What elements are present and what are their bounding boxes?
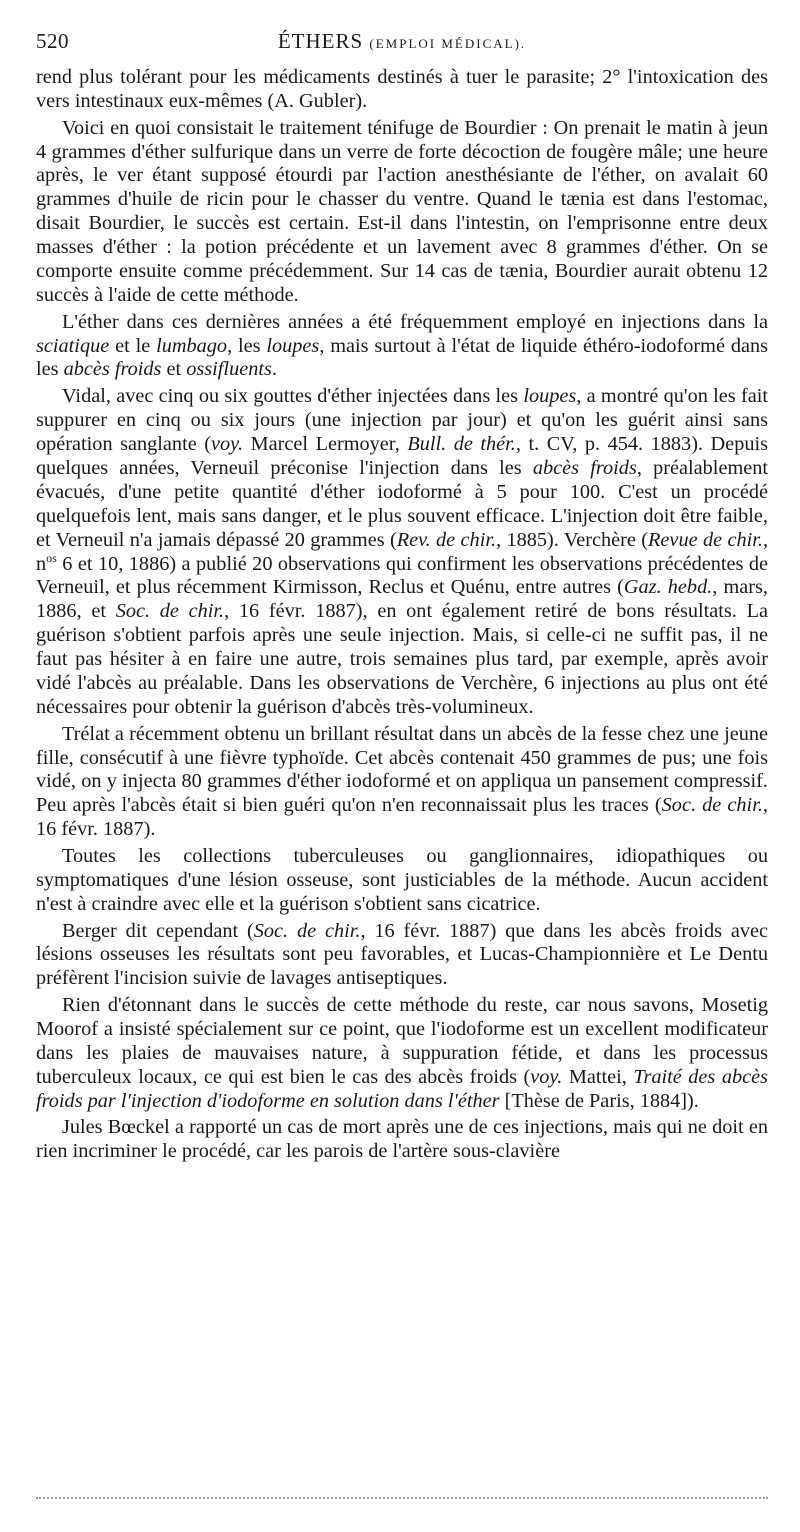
text-run: , les: [227, 334, 267, 357]
text-run: Mattei,: [562, 1065, 634, 1088]
italic-text-run: abcès froids: [532, 456, 637, 479]
paragraph: [36, 1116, 768, 1164]
page-number: 520: [36, 29, 69, 53]
italic-text-run: ossifluents: [186, 358, 272, 381]
text-run: , 1885). Verchère (: [496, 528, 649, 551]
text-run: , n: [36, 528, 769, 575]
text-run: L'éther dans ces dernières années a été fréquemment employé en injections dans la: [62, 310, 768, 333]
text-run: , 16 févr. 1887).: [36, 794, 768, 841]
text-run: et le: [109, 334, 157, 357]
paragraph: [36, 845, 768, 917]
bottom-dotted-rule: [36, 1497, 768, 1499]
italic-text-run: Traité des abcès froids par l'injection d'iodoforme en solution dans l'éther: [36, 1065, 768, 1112]
italic-text-run: Soc. de chir.: [115, 600, 225, 623]
text-run: Vidal, avec cinq ou six gouttes d'éther injectées dans les: [62, 385, 524, 408]
text-run: , 16 févr. 1887), en ont également retiré de bons résultats. La guérison s'obtient parfois après une seule injection. Mais, si celle-ci ne suffit pas, il ne faut pas hésiter à en faire une autre, trois semaines plus tard, par exemple, après avoir vidé l'abcès au préalable. Dans les observations de Verchère, 6 injections au plus ont été nécessaires pour obtenir la guérison d'abcès très-volumineux.: [36, 600, 768, 718]
text-run: , t. CV, p. 454. 1883). Depuis quelques années, Verneuil préconise l'injection dans les: [36, 432, 768, 479]
text-run: , mais surtout à l'état de liquide éthéro-iodoformé dans les: [36, 334, 768, 381]
text-run: , 16 févr. 1887) que dans les abcès froids avec lésions osseuses les résultats sont peu favorables, et Lucas-Championnière et Le Dentu préfèrent l'incision suivie de lavages antiseptiques.: [36, 919, 768, 990]
italic-text-run: Soc. de chir.: [661, 794, 763, 817]
paragraph: [36, 117, 768, 308]
text-run: , a montré qu'on les fait suppurer en cinq ou six jours (une injection par jour) et qu'on les guérit ainsi sans opération sanglante (: [36, 385, 768, 455]
text-run: et: [161, 358, 187, 381]
paragraph: [36, 66, 768, 114]
italic-text-run: voy.: [210, 432, 244, 455]
italic-text-run: lumbago: [156, 334, 228, 357]
text-run: Voici en quoi consistait le traitement ténifuge de Bourdier : On prenait le matin à jeun 4 grammes d'éther sulfurique dans un verre de forte décoction de fougère mâle; une heure après, le ver étant supposé étourdi par l'action anesthésiante de l'éther, on avalait 60 grammes d'huile de ricin pour le chasser du ventre. Quand le tænia est dans l'estomac, disait Bourdier, le succès est certain. Est-il dans l'intestin, on l'emprisonne entre deux masses d'éther : la potion précédente et un lavement avec 8 grammes d'éther. On se comporte ensuite comme précédemment. Sur 14 cas de tænia, Bourdier aurait obtenu 12 succès à l'aide de cette méthode.: [36, 116, 768, 306]
italic-text-run: Soc. de chir.: [253, 919, 361, 942]
italic-text-run: abcès froids: [63, 358, 162, 381]
italic-text-run: Revue de chir.: [648, 528, 763, 551]
text-run: .: [271, 358, 277, 381]
running-title: [36, 28, 768, 57]
text-run: rend plus tolérant pour les médicaments destinés à tuer le parasite; 2° l'intoxication des vers intestinaux eux-mêmes (A. Gubler).: [36, 66, 768, 112]
text-run: Jules Bœckel a rapporté un cas de mort après une de ces injections, mais qui ne doit en rien incriminer le procédé, car les parois de l'artère sous-clavière: [36, 1116, 768, 1163]
paragraph: [36, 385, 768, 720]
body-text: [36, 66, 768, 1164]
italic-text-run: voy.: [530, 1065, 563, 1088]
running-header: [36, 28, 768, 54]
running-title-sub: (EMPLOI MÉDICAL).: [369, 36, 527, 51]
text-run: Marcel Lermoyer,: [243, 432, 408, 455]
paragraph: [36, 723, 768, 843]
paragraph: [36, 994, 768, 1114]
italic-text-run: loupes: [266, 334, 320, 357]
text-run: Toutes les collections tuberculeuses ou ganglionnaires, idiopathiques ou symptomatiques d'une lésion osseuse, sont justiciables de la méthode. Aucun accident n'est à craindre avec elle et la guérison s'obtient sans cicatrice.: [36, 844, 768, 915]
text-run: [Thèse de Paris, 1884]).: [499, 1089, 699, 1112]
text-run: , préalablement évacués, d'une petite quantité d'éther iodoformé à 5 pour 100. C'est un procédé quelquefois lent, mais sans danger, et le plus souvent efficace. L'injection doit être faible, et Verneuil n'a jamais dépassé 20 grammes (: [36, 456, 768, 551]
text-run: , mars, 1886, et: [36, 576, 768, 623]
italic-text-run: sciatique: [36, 334, 110, 357]
running-title-main: ÉTHERS: [277, 29, 364, 53]
italic-text-run: Bull. de thér.: [407, 432, 516, 455]
text-run: Trélat a récemment obtenu un brillant résultat dans un abcès de la fesse chez une jeune fille, consécutif à une fièvre typhoïde. Cet abcès contenait 450 grammes de pus; une fois vidé, on y injecta 80 grammes d'éther iodoformé et on appliqua un pansement compressif. Peu après l'abcès était si bien guéri qu'on n'en reconnaissait plus les traces (: [36, 722, 768, 817]
text-run: 6 et 10, 1886) a publié 20 observations qui confirment les observations précédentes de Verneuil, et plus récemment Kirmisson, Reclus et Quénu, entre autres (: [36, 552, 768, 599]
text-run: Berger dit cependant (: [62, 919, 254, 942]
paragraph: [36, 920, 768, 992]
superscript-text: os: [46, 550, 57, 565]
italic-text-run: Rev. de chir.: [396, 528, 497, 551]
paragraph: [36, 311, 768, 383]
text-run: Rien d'étonnant dans le succès de cette méthode du reste, car nous savons, Mosetig Moorof a insisté spécialement sur ce point, que l'iodoforme est un excellent modificateur dans les plaies de mauvaises nature, à suppuration fétide, et dans les processus tuberculeux locaux, ce qui est bien le cas des abcès froids (: [36, 994, 768, 1088]
italic-text-run: loupes: [523, 385, 577, 408]
italic-text-run: Gaz. hebd.: [623, 576, 713, 599]
